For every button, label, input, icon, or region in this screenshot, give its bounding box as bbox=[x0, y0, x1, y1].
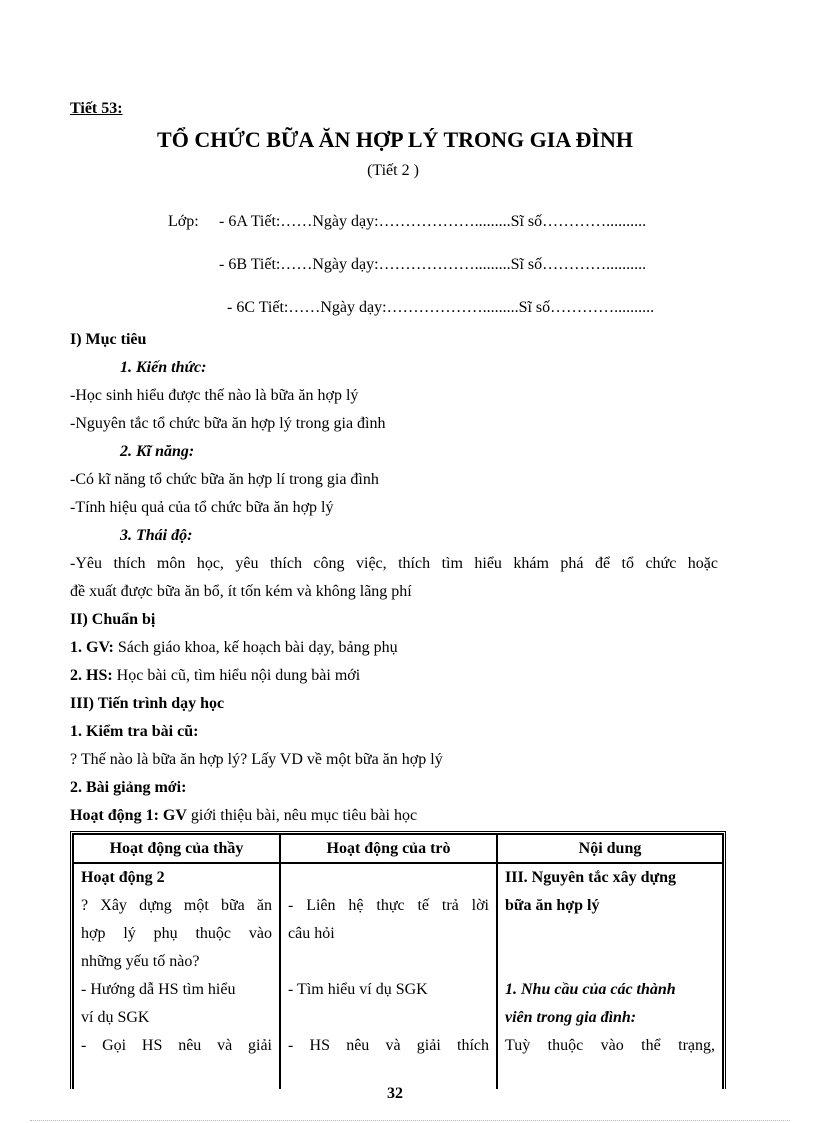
skills-item: -Tính hiệu quả của tổ chức bữa ăn hợp lý bbox=[70, 499, 334, 516]
teacher-line: ? Xây dựng một bữa ăn bbox=[81, 897, 272, 914]
student-example: - Tìm hiểu ví dụ SGK bbox=[288, 981, 428, 998]
footer-rule bbox=[30, 1120, 790, 1121]
student-answer: câu hỏi bbox=[288, 925, 335, 942]
class-row-6c: - 6C Tiết:……Ngày dạy:……………….........Sĩ số………….......... bbox=[227, 299, 655, 316]
preparation-hs bbox=[70, 667, 360, 685]
class-row-6b: - 6B Tiết:……Ngày dạy:……………….........Sĩ số………….......... bbox=[219, 256, 647, 273]
teacher-line: những yếu tố nào? bbox=[81, 953, 200, 970]
knowledge-heading: 1. Kiến thức: bbox=[120, 359, 207, 376]
preparation-gv bbox=[70, 639, 398, 657]
table-header-row bbox=[73, 834, 723, 863]
teacher-activity-title: Hoạt động 2 bbox=[81, 869, 165, 886]
spacer bbox=[288, 948, 489, 976]
activity-table bbox=[70, 831, 726, 1089]
content-subheading: 1. Nhu cầu của các thành bbox=[505, 981, 676, 998]
student-explain: - HS nêu và giải thích bbox=[288, 1037, 489, 1054]
spacer bbox=[288, 864, 489, 892]
activity-1-label: Hoạt động 1: GV bbox=[70, 807, 187, 824]
objectives-heading: I) Mục tiêu bbox=[70, 331, 147, 348]
spacer bbox=[505, 948, 715, 976]
teacher-line: - Gọi HS nêu và giải bbox=[81, 1037, 272, 1054]
teacher-line: ví dụ SGK bbox=[81, 1009, 150, 1026]
knowledge-item: -Nguyên tắc tổ chức bữa ăn hợp lý trong gia đình bbox=[70, 415, 386, 432]
gv-label: 1. GV: bbox=[70, 639, 114, 656]
hs-text: Học bài cũ, tìm hiểu nội dung bài mới bbox=[112, 667, 361, 684]
attitude-text: đề xuất được bữa ăn bổ, ít tốn kém và không lãng phí bbox=[70, 583, 412, 600]
process-heading: III) Tiến trình dạy học bbox=[70, 695, 225, 712]
class-label: Lớp: bbox=[168, 213, 199, 230]
review-heading: 1. Kiểm tra bài cũ: bbox=[70, 723, 199, 740]
skills-heading: 2. Kĩ năng: bbox=[120, 443, 195, 460]
content-section-title: III. Nguyên tắc xây dựng bbox=[505, 869, 676, 886]
table-row bbox=[73, 863, 723, 1089]
content-cell bbox=[497, 863, 723, 1089]
hs-label: 2. HS: bbox=[70, 667, 113, 684]
gv-text: Sách giáo khoa, kế hoạch bài dạy, bảng phụ bbox=[113, 639, 398, 656]
review-question: ? Thế nào là bữa ăn hợp lý? Lấy VD về một bữa ăn hợp lý bbox=[70, 751, 443, 768]
page-subtitle: (Tiết 2 ) bbox=[367, 162, 419, 179]
header-teacher: Hoạt động của thầy bbox=[73, 834, 280, 863]
content-section-title: bữa ăn hợp lý bbox=[505, 897, 600, 914]
student-cell bbox=[280, 863, 497, 1089]
activity-1-text: giới thiệu bài, nêu mục tiêu bài học bbox=[186, 807, 418, 824]
activity-1 bbox=[70, 807, 417, 825]
page-title: TỔ CHỨC BỮA ĂN HỢP LÝ TRONG GIA ĐÌNH bbox=[157, 127, 633, 152]
spacer bbox=[288, 1004, 489, 1032]
teacher-line: hợp lý phụ thuộc vào bbox=[81, 925, 272, 942]
attitude-text: -Yêu thích môn học, yêu thích công việc, thích tìm hiểu khám phá để tổ chức hoặc bbox=[70, 555, 718, 572]
class-row-6a: - 6A Tiết:……Ngày dạy:……………….........Sĩ số………….......... bbox=[219, 213, 647, 230]
knowledge-item: -Học sinh hiểu được thế nào là bữa ăn hợp lý bbox=[70, 387, 359, 404]
teacher-cell bbox=[73, 863, 280, 1089]
content-text: Tuỳ thuộc vào thể trạng, bbox=[505, 1037, 715, 1054]
header-student: Hoạt động của trò bbox=[280, 834, 497, 863]
new-lesson-heading: 2. Bài giảng mới: bbox=[70, 779, 187, 796]
skills-item: -Có kĩ năng tổ chức bữa ăn hợp lí trong gia đình bbox=[70, 471, 379, 488]
attitude-heading: 3. Thái độ: bbox=[120, 527, 193, 544]
preparation-heading: II) Chuẩn bị bbox=[70, 611, 156, 628]
teacher-line: - Hướng dẫ HS tìm hiểu bbox=[81, 981, 236, 998]
page-number: 32 bbox=[387, 1085, 403, 1102]
student-answer: - Liên hệ thực tế trả lời bbox=[288, 897, 489, 914]
lesson-number: Tiết 53: bbox=[70, 100, 123, 117]
header-content: Nội dung bbox=[497, 834, 723, 863]
spacer bbox=[505, 920, 715, 948]
content-subheading: viên trong gia đình: bbox=[505, 1009, 637, 1026]
